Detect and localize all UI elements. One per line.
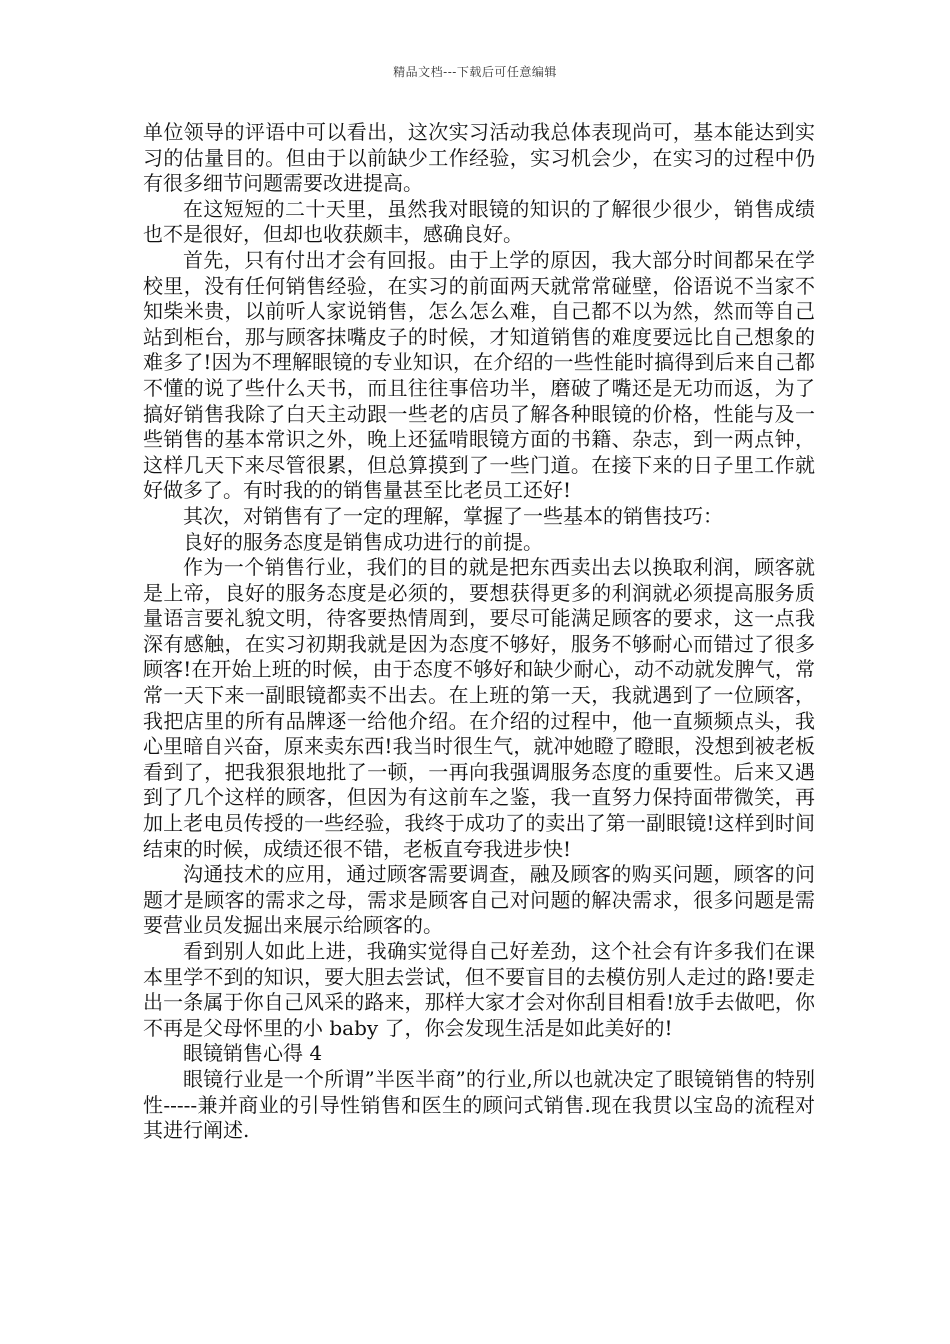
paragraph: 沟通技术的应用，通过顾客需要调查，融及顾客的购买问题，顾客的问题才是顾客的需求之母，需求是顾客自己对问题的解决需求，很多问题是需要营业员发掘出来展示给顾客的。 bbox=[143, 862, 815, 938]
document-body bbox=[143, 120, 815, 1144]
page-header: 精品文档---下载后可任意编辑 bbox=[393, 65, 557, 79]
paragraph: 单位领导的评语中可以看出，这次实习活动我总体表现尚可，基本能达到实习的估量目的。但由于以前缺少工作经验，实习机会少，在实习的过程中仍有很多细节问题需要改进提高。 bbox=[143, 120, 815, 196]
paragraph: 作为一个销售行业，我们的目的就是把东西卖出去以换取利润，顾客就是上帝，良好的服务态度是必须的，要想获得更多的利润就必须提高服务质量语言要礼貌文明，待客要热情周到，要尽可能满足顾客的要求，这一点我深有感触，在实习初期我就是因为态度不够好，服务不够耐心而错过了很多顾客!在开始上班的时候，由于态度不够好和缺少耐心，动不动就发脾气，常常一天下来一副眼镜都卖不出去。在上班的第一天，我就遇到了一位顾客，我把店里的所有品牌逐一给他介绍。在介绍的过程中，他一直频频点头，我心里暗自兴奋，原来卖东西!我当时很生气，就冲她瞪了瞪眼，没想到被老板看到了，把我狠狠地批了一顿，一再向我强调服务态度的重要性。后来又遇到了几个这样的顾客，但因为有这前车之鉴，我一直努力保持面带微笑，再加上老电员传授的一些经验，我终于成功了的卖出了第一副眼镜!这样到时间结束的时候，成绩还很不错，老板直夸我进步快! bbox=[143, 555, 815, 861]
paragraph: 眼镜行业是一个所谓”半医半商”的行业,所以也就决定了眼镜销售的特别性-----兼并商业的引导性销售和医生的顾问式销售.现在我贯以宝岛的流程对其进行阐述. bbox=[143, 1066, 815, 1143]
section-heading: 眼镜销售心得 4 bbox=[183, 1041, 323, 1066]
paragraph: 其次，对销售有了一定的理解，掌握了一些基本的销售技巧： bbox=[183, 503, 723, 528]
paragraph: 良好的服务态度是销售成功进行的前提。 bbox=[183, 529, 543, 554]
paragraph: 在这短短的二十天里，虽然我对眼镜的知识的了解很少很少，销售成绩也不是很好，但却也收获颇丰，感确良好。 bbox=[143, 196, 815, 247]
paragraph: 看到别人如此上进，我确实觉得自己好差劲，这个社会有许多我们在课本里学不到的知识，要大胆去尝试，但不要盲目的去模仿别人走过的路!要走出一条属于你自己风采的路来，那样大家才会对你刮目相看!放手去做吧，你不再是父母怀里的小 baby 了，你会发现生活是如此美好的! bbox=[143, 939, 815, 1040]
paragraph: 首先，只有付出才会有回报。由于上学的原因，我大部分时间都呆在学校里，没有任何销售经验，在实习的前面两天就常常碰壁，俗语说不当家不知柴米贵，以前听人家说销售，怎么怎么难，自己都不以为然，然而等自己站到柜台，那与顾客抹嘴皮子的时候，才知道销售的难度要远比自己想象的难多了!因为不理解眼镜的专业知识，在介绍的一些性能时搞得到后来自己都不懂的说了些什么天书，而且往往事倍功半，磨破了嘴还是无功而返，为了搞好销售我除了白天主动跟一些老的店员了解各种眼镜的价格，性能与及一些销售的基本常识之外，晚上还猛啃眼镜方面的书籍、杂志，到一两点钟，这样几天下来尽管很累，但总算摸到了一些门道。在接下来的日子里工作就好做多了。有时我的的销售量甚至比老员工还好! bbox=[143, 247, 815, 503]
